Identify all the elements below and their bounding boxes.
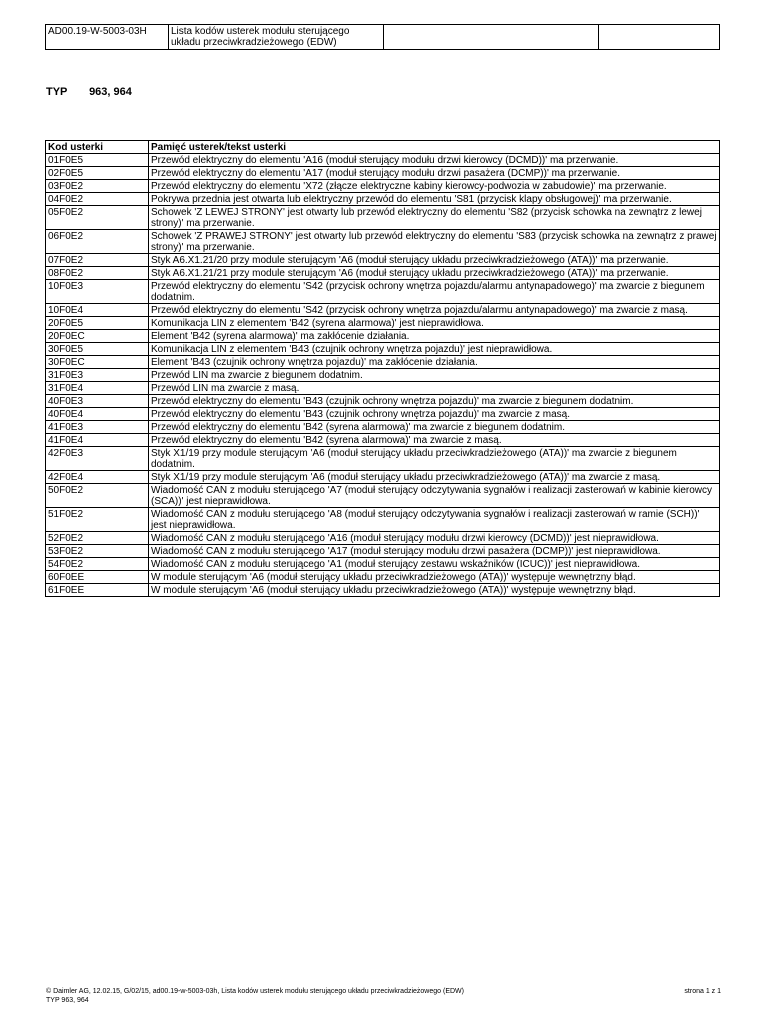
table-row <box>46 254 720 267</box>
table-row <box>46 317 720 330</box>
type-value: 963, 964 <box>89 86 132 98</box>
table-row <box>46 395 720 408</box>
table-row <box>46 356 720 369</box>
table-row <box>46 154 720 167</box>
fault-code: 31F0E3 <box>46 369 149 382</box>
header-cell-4 <box>599 25 720 50</box>
table-row <box>46 343 720 356</box>
table-row <box>46 230 720 254</box>
fault-code: 20F0E5 <box>46 317 149 330</box>
table-row <box>46 434 720 447</box>
fault-description: Element 'B42 (syrena alarmowa)' ma zakłócenie działania. <box>149 330 720 343</box>
fault-code: 10F0E4 <box>46 304 149 317</box>
table-row <box>46 193 720 206</box>
fault-description: Styk A6.X1.21/21 przy module sterującym 'A6 (moduł sterujący układu przeciwkradzieżowego (ATA))' ma przerwanie. <box>149 267 720 280</box>
fault-description: Przewód LIN ma zwarcie z biegunem dodatnim. <box>149 369 720 382</box>
fault-code: 03F0E2 <box>46 180 149 193</box>
table-row <box>46 206 720 230</box>
table-row <box>46 571 720 584</box>
fault-code: 06F0E2 <box>46 230 149 254</box>
fault-code: 40F0E3 <box>46 395 149 408</box>
fault-code: 61F0EE <box>46 584 149 597</box>
fault-description: Styk X1/19 przy module sterującym 'A6 (moduł sterujący układu przeciwkradzieżowego (ATA))' ma zwarcie z biegunem dodatnim. <box>149 447 720 471</box>
column-header-text: Pamięć usterek/tekst usterki <box>149 141 720 154</box>
fault-code: 20F0EC <box>46 330 149 343</box>
fault-code: 07F0E2 <box>46 254 149 267</box>
table-row <box>46 584 720 597</box>
fault-description: W module sterującym 'A6 (moduł sterujący układu przeciwkradzieżowego (ATA))' występuje wewnętrzny błąd. <box>149 584 720 597</box>
table-header-row <box>46 141 720 154</box>
fault-description: Wiadomość CAN z modułu sterującego 'A7 (moduł sterujący odczytywania sygnałów i realizacji zasterowań w kabinie kierowcy (SCA))' jest nieprawidłowa. <box>149 484 720 508</box>
fault-description: Schowek 'Z PRAWEJ STRONY' jest otwarty lub przewód elektryczny do elementu 'S83 (przycisk schowka na zewnątrz z prawej strony)' ma przerwanie. <box>149 230 720 254</box>
fault-code: 10F0E3 <box>46 280 149 304</box>
table-row <box>46 304 720 317</box>
fault-code: 50F0E2 <box>46 484 149 508</box>
fault-code: 30F0EC <box>46 356 149 369</box>
fault-code: 31F0E4 <box>46 382 149 395</box>
table-row <box>46 280 720 304</box>
fault-code: 42F0E3 <box>46 447 149 471</box>
doc-id: AD00.19-W-5003-03H <box>46 25 169 50</box>
column-header-code: Kod usterki <box>46 141 149 154</box>
fault-description: Przewód elektryczny do elementu 'S42 (przycisk ochrony wnętrza pojazdu/alarmu antynapadowego)' ma zwarcie z biegunem dodatnim. <box>149 280 720 304</box>
fault-description: Styk X1/19 przy module sterującym 'A6 (moduł sterujący układu przeciwkradzieżowego (ATA))' ma zwarcie z masą. <box>149 471 720 484</box>
fault-code: 42F0E4 <box>46 471 149 484</box>
fault-description: Wiadomość CAN z modułu sterującego 'A16 (moduł sterujący modułu drzwi kierowcy (DCMD))' jest nieprawidłowa. <box>149 532 720 545</box>
fault-code: 05F0E2 <box>46 206 149 230</box>
table-row <box>46 421 720 434</box>
table-row <box>46 471 720 484</box>
page-number: strona 1 z 1 <box>684 988 721 995</box>
fault-code: 40F0E4 <box>46 408 149 421</box>
fault-description: Przewód LIN ma zwarcie z masą. <box>149 382 720 395</box>
fault-description: W module sterującym 'A6 (moduł sterujący układu przeciwkradzieżowego (ATA))' występuje wewnętrzny błąd. <box>149 571 720 584</box>
fault-description: Przewód elektryczny do elementu 'A16 (moduł sterujący modułu drzwi kierowcy (DCMD))' ma przerwanie. <box>149 154 720 167</box>
fault-code-table <box>45 140 720 597</box>
header-cell-3 <box>384 25 599 50</box>
fault-description: Komunikacja LIN z elementem 'B43 (czujnik ochrony wnętrza pojazdu)' jest nieprawidłowa. <box>149 343 720 356</box>
doc-title-line2: układu przeciwkradzieżowego (EDW) <box>171 37 337 48</box>
fault-description: Wiadomość CAN z modułu sterującego 'A8 (moduł sterujący odczytywania sygnałów i realizacji zasterowań w ramie (SCH))' jest nieprawidłowa. <box>149 508 720 532</box>
fault-description: Wiadomość CAN z modułu sterującego 'A17 (moduł sterujący modułu drzwi pasażera (DCMP))' jest nieprawidłowa. <box>149 545 720 558</box>
table-row <box>46 508 720 532</box>
page-footer <box>46 987 721 1005</box>
fault-description: Przewód elektryczny do elementu 'X72 (złącze elektryczne kabiny kierowcy-podwozia w zabudowie)' ma przerwanie. <box>149 180 720 193</box>
table-row <box>46 558 720 571</box>
fault-code: 60F0EE <box>46 571 149 584</box>
fault-code: 54F0E2 <box>46 558 149 571</box>
fault-code: 08F0E2 <box>46 267 149 280</box>
fault-description: Pokrywa przednia jest otwarta lub elektryczny przewód do elementu 'S81 (przycisk klapy obsługowej)' ma przerwanie. <box>149 193 720 206</box>
fault-description: Przewód elektryczny do elementu 'S42 (przycisk ochrony wnętrza pojazdu/alarmu antynapadowego)' ma zwarcie z masą. <box>149 304 720 317</box>
footer-copyright: © Daimler AG, 12.02.15, G/02/15, ad00.19-w-5003-03h, Lista kodów usterek modułu sterującego układu przeciwkradzieżowego (EDW) <box>46 988 464 995</box>
fault-description: Wiadomość CAN z modułu sterującego 'A1 (moduł sterujący zestawu wskaźników (ICUC))' jest nieprawidłowa. <box>149 558 720 571</box>
table-row <box>46 408 720 421</box>
fault-code: 04F0E2 <box>46 193 149 206</box>
fault-description: Komunikacja LIN z elementem 'B42 (syrena alarmowa)' jest nieprawidłowa. <box>149 317 720 330</box>
fault-description: Schowek 'Z LEWEJ STRONY' jest otwarty lub przewód elektryczny do elementu 'S82 (przycisk schowka na zewnątrz z lewej strony)' ma przerwanie. <box>149 206 720 230</box>
type-label: TYP <box>46 86 68 98</box>
fault-code: 51F0E2 <box>46 508 149 532</box>
fault-description: Przewód elektryczny do elementu 'B43 (czujnik ochrony wnętrza pojazdu)' ma zwarcie z biegunem dodatnim. <box>149 395 720 408</box>
footer-type: TYP 963, 964 <box>46 997 89 1004</box>
fault-description: Element 'B43 (czujnik ochrony wnętrza pojazdu)' ma zakłócenie działania. <box>149 356 720 369</box>
fault-code: 52F0E2 <box>46 532 149 545</box>
table-row <box>46 532 720 545</box>
fault-code: 41F0E4 <box>46 434 149 447</box>
table-row <box>46 369 720 382</box>
doc-title <box>169 25 384 50</box>
fault-description: Przewód elektryczny do elementu 'B42 (syrena alarmowa)' ma zwarcie z masą. <box>149 434 720 447</box>
fault-description: Styk A6.X1.21/20 przy module sterującym 'A6 (moduł sterujący układu przeciwkradzieżowego (ATA))' ma przerwanie. <box>149 254 720 267</box>
fault-description: Przewód elektryczny do elementu 'B43 (czujnik ochrony wnętrza pojazdu)' ma zwarcie z masą. <box>149 408 720 421</box>
type-line <box>46 86 132 98</box>
table-row <box>46 330 720 343</box>
fault-rows <box>46 154 720 597</box>
table-row <box>46 180 720 193</box>
table-row <box>46 484 720 508</box>
fault-code: 01F0E5 <box>46 154 149 167</box>
fault-description: Przewód elektryczny do elementu 'B42 (syrena alarmowa)' ma zwarcie z biegunem dodatnim. <box>149 421 720 434</box>
fault-description: Przewód elektryczny do elementu 'A17 (moduł sterujący modułu drzwi pasażera (DCMP))' ma przerwanie. <box>149 167 720 180</box>
table-row <box>46 167 720 180</box>
doc-title-line1: Lista kodów usterek modułu sterującego <box>171 26 350 37</box>
table-row <box>46 447 720 471</box>
table-row <box>46 267 720 280</box>
fault-code: 53F0E2 <box>46 545 149 558</box>
header-table <box>45 24 720 50</box>
fault-code: 02F0E5 <box>46 167 149 180</box>
fault-code: 30F0E5 <box>46 343 149 356</box>
fault-code: 41F0E3 <box>46 421 149 434</box>
table-row <box>46 545 720 558</box>
table-row <box>46 382 720 395</box>
